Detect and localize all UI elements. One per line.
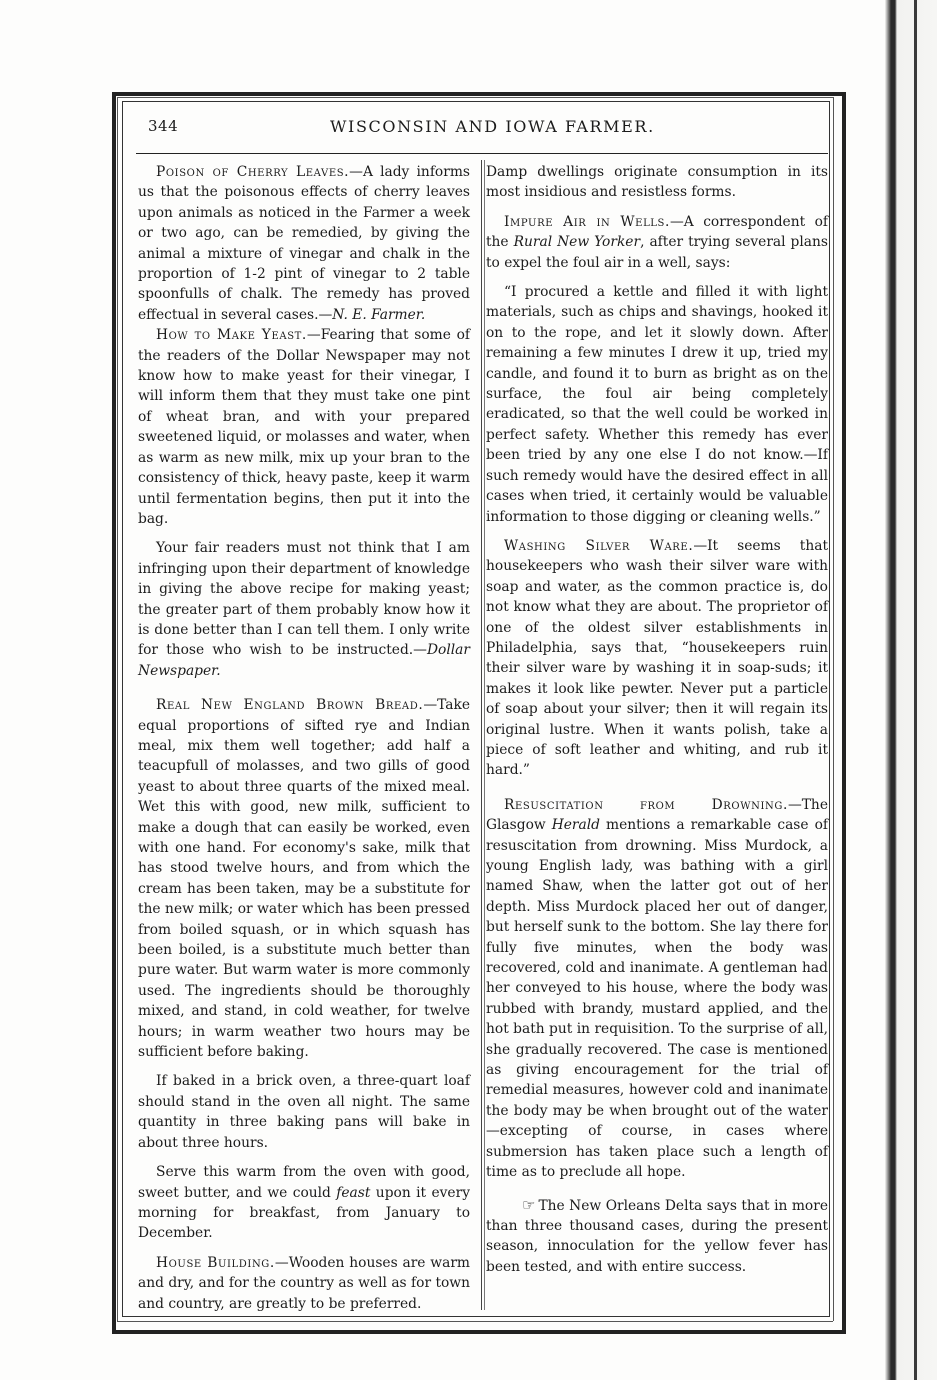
article-body: The New Orleans Delta says that in more than three thousand cases, during the present season, innoculation for the yellow fever has been tested, and with entire success.	[486, 1197, 828, 1275]
article-body: , after trying several plans to expel the foul air in a well, says:	[486, 234, 828, 271]
article-cherry-leaves	[138, 162, 470, 325]
article-house-building	[138, 1253, 470, 1314]
column-divider	[484, 160, 485, 1310]
article-body: Serve this warm from the oven with good, sweet butter, and we could	[138, 1164, 470, 1201]
page-border-rule	[117, 97, 833, 98]
article-brown-bread	[138, 695, 470, 1062]
article-body: —A lady informs us that the poisonous effects of cherry leaves upon animals as noticed in the Farmer a week or two ago, can be remedied, by giving the animal a mixture of vinegar and chalk in the proportion of 1-2 pint of vinegar to 2 table spoonfulls of chalk. The remedy has proved effectual in several cases.—	[138, 164, 470, 323]
article-body: —A correspondent of the	[486, 213, 828, 251]
header-rule	[136, 153, 828, 154]
article-title: Washing Silver Ware.	[504, 537, 694, 554]
article-yellow-fever	[486, 1195, 828, 1278]
page-border-rule	[833, 97, 834, 1321]
page-border-rule	[117, 1321, 833, 1322]
article-impure-air-quote	[486, 282, 828, 527]
article-title: Impure Air in Wells.	[504, 213, 670, 230]
article-source: Herald	[551, 817, 600, 834]
article-title: Poison of Cherry Leaves.	[156, 164, 350, 180]
article-body: —Wooden houses are warm and dry, and for the country as well as for town and country, are greatly to be preferred.	[138, 1254, 470, 1312]
left-column	[138, 162, 470, 1314]
article-silver-ware	[486, 536, 828, 781]
article-drowning	[486, 795, 828, 1183]
scan-edge-strip	[885, 0, 937, 1380]
article-title: How to Make Yeast.	[156, 327, 307, 344]
article-source: N. E. Farmer.	[332, 306, 426, 323]
article-brown-bread-baking	[138, 1071, 470, 1153]
article-body: Your fair readers must not think that I am infringing upon their department of knowledge in giving the above recipe for making yeast; the greater part of them probably know how it is done better than I can tell them. I only write for those who wish to be instructed.—	[138, 540, 470, 659]
article-body: —It seems that housekeepers who wash their silver ware with soap and water, as the common practice is, do not know what they are about. The proprietor of one of the oldest silver establishments in Philadelphia, says that, “housekeepers ruin their silver ware by washing it in soap-suds; it makes it look like pewter. Never put a particle of soap about your silver; then it will regain its original lustre. When it wants polish, take a piece of soft leather and whiting, and rub it hard.”	[486, 537, 828, 779]
article-make-yeast	[138, 325, 470, 529]
article-body: mentions a remarkable case of resuscitation from drowning. Miss Murdock, a young English lady, was bathing with a girl named Shaw, when the latter got out of her depth. Miss Murdock placed her out of danger, but herself sunk to the bottom. She lay there for fully five minutes, when the body was recovered, cold and inanimate. A gentleman had her conveyed to his house, where the body was rubbed with brandy, mustard applied, and the hot bath put in requisition. To the surprise of all, she gradually recovered. The case is mentioned as giving encouragement for the trial of remedial measures, however cold and inanimate the body may be when brought out of the water—excepting of course, in cases where submersion has taken place such a length of time as to preclude all hope.	[486, 817, 828, 1181]
article-body: upon it every morning for breakfast, from January to December.	[138, 1184, 470, 1242]
article-body: —Fearing that some of the readers of the Dollar Newspaper may not know how to make yeast for their vinegar, I will inform them that they must take one pint of wheat bran, and with your prepared sweetened liquid, or molasses and water, when as warm as new milk, mix up your bran to the consistency of thick, heavy paste, keep it warm until fermentation begins, then put it into the bag.	[138, 327, 470, 527]
article-body: —The Glasgow	[486, 796, 828, 834]
journal-title: WISCONSIN AND IOWA FARMER.	[330, 117, 655, 136]
article-impure-air	[486, 212, 828, 273]
article-title: House Building.	[156, 1254, 275, 1271]
article-title: Real New England Brown Bread.	[156, 697, 424, 714]
article-body: Damp dwellings originate consumption in its most insidious and resistless forms.	[486, 164, 828, 201]
article-body: If baked in a brick oven, a three-quart loaf should stand in the oven all night. The same quantity in three baking pans will bake in about three hours.	[138, 1073, 470, 1151]
article-title: Resuscitation from Drowning.	[504, 796, 788, 813]
article-source: Rural New Yorker	[513, 234, 641, 251]
running-head	[148, 117, 826, 141]
article-emphasis: feast	[336, 1184, 371, 1201]
page-border-rule	[117, 97, 118, 1321]
pointing-hand-icon: ☞	[522, 1195, 536, 1214]
article-damp-dwellings	[486, 162, 828, 203]
right-column	[486, 162, 828, 1277]
article-body: —Take equal proportions of sifted rye and Indian meal, mix them well together; add half a teacupfull of molasses, and two gills of good yeast to about three quarts of the mixed meal. Wet this with good, new milk, sufficient to make a dough that can easily be worked, even with one hand. For economy's sake, milk that has stood twelve hours, and from which the cream has been taken, may be a substitute for the new milk; or water which has been pressed from boiled squash, or in which squash has been boiled, is a substitute much better than pure water. But warm water is more commonly used. The ingredients should be thoroughly mixed, and stand, in cold weather, for twelve hours; in warm weather two hours may be sufficient before baking.	[138, 697, 470, 1061]
article-brown-bread-serving	[138, 1162, 470, 1244]
article-make-yeast-continued	[138, 538, 470, 681]
column-divider	[481, 160, 482, 1310]
article-source: Dollar Newspaper.	[138, 642, 470, 679]
page-number: 344	[148, 117, 179, 135]
article-quote: “I procured a kettle and filled it with light materials, such as chips and shavings, hooked it on to the rope, and let it slowly down. After remaining a few minutes I drew it up, tried my candle, and found it to burn as bright as on the surface, the foul air being completely eradicated, so that the well could be worked in perfect safety. Whether this remedy has ever been tried by any one else I do not know.—If such remedy would have the desired effect in all cases when tried, it certainly would be valuable information to those digging or cleaning wells.”	[486, 284, 828, 525]
